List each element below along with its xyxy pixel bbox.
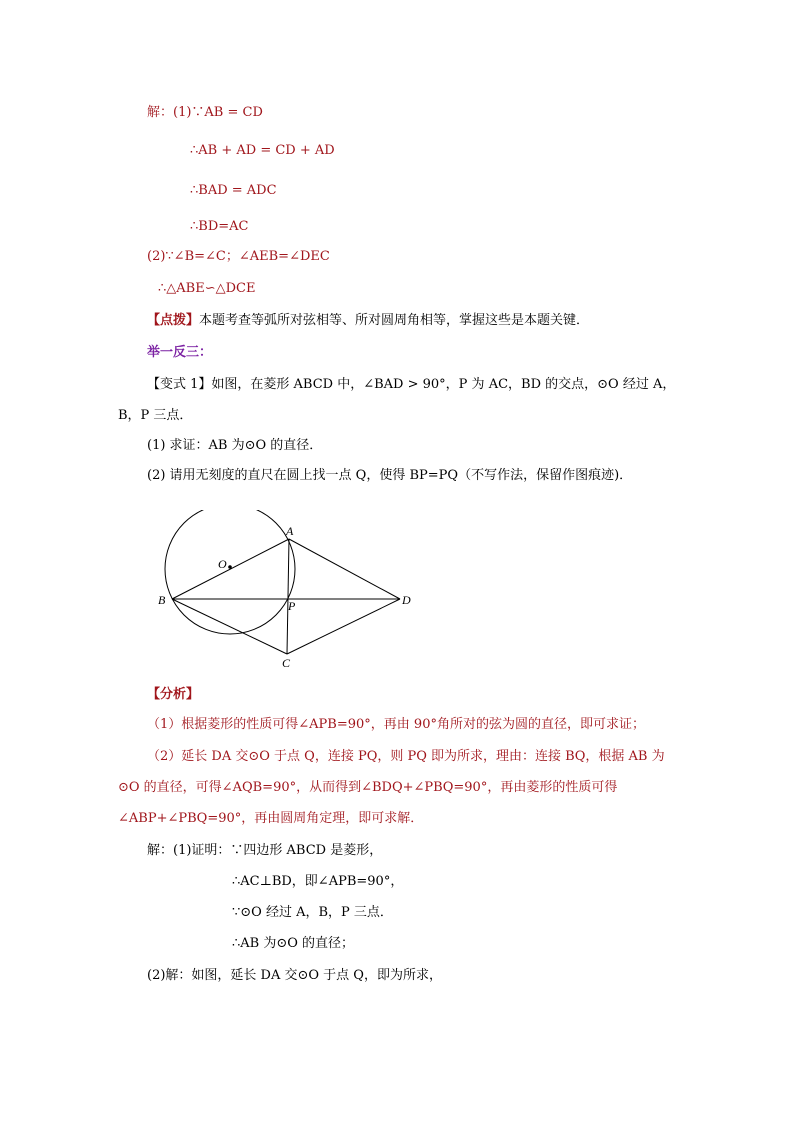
section-title: 举一反三： [147, 345, 213, 360]
analysis-line: ⊙O 的直径，可得∠AQB=90°，从而得到∠BDQ+∠PBQ=90°，再由菱形的性质可得 [118, 780, 618, 795]
solution-line: ∴AB + AD = CD + AD [190, 143, 335, 158]
label-d: D [402, 593, 411, 607]
analysis-line: （2）延长 DA 交⊙O 于点 Q，连接 PQ，则 PQ 即为所求，理由：连接 BQ，根据 AB 为 [147, 749, 665, 764]
label-p: P [288, 599, 296, 613]
solution-line: 解：(1)∵AB = CD [147, 105, 263, 120]
geometry-figure [150, 510, 420, 675]
label-b: B [158, 593, 166, 607]
label-o: O [218, 557, 227, 571]
label-c: C [282, 656, 291, 670]
segment-bc [172, 599, 287, 654]
tip-label: 【点拨】 [147, 313, 200, 328]
question-2: (2) 请用无刻度的直尺在圆上找一点 Q，使得 BP=PQ（不写作法，保留作图痕迹)． [147, 468, 633, 483]
variant-paragraph [147, 376, 675, 394]
segment-ad [289, 539, 400, 599]
segment-ab [172, 539, 289, 599]
solution-line: ∴AC⊥BD，即∠APB=90°， [232, 874, 404, 889]
solution-line: ∴AB 为⊙O 的直径； [232, 936, 355, 951]
solution-line: ∵⊙O 经过 A，B，P 三点． [232, 905, 393, 920]
solution-line: (2)∵∠B=∠C；∠AEB=∠DEC [147, 249, 330, 264]
solution-line: ∴△ABE∽△DCE [158, 281, 256, 296]
analysis-label: 【分析】 [147, 687, 200, 702]
tip-text: 本题考查等弧所对弦相等、所对圆周角相等，掌握这些是本题关键． [199, 313, 590, 328]
tip-paragraph [147, 312, 589, 330]
variant-text: 如图，在菱形 ABCD 中，∠BAD > 90°，P 为 AC，BD 的交点，⊙O 经过 A， [211, 377, 676, 392]
variant-text-cont: B，P 三点． [118, 408, 193, 423]
solution-line: (2)解：如图，延长 DA 交⊙O 于点 Q，即为所求， [147, 968, 442, 983]
segment-cd [287, 599, 400, 654]
circle-o [165, 510, 295, 634]
label-a: A [286, 524, 294, 538]
variant-label: 【变式 1】 [147, 377, 212, 392]
question-1: (1) 求证：AB 为⊙O 的直径． [147, 438, 323, 453]
solution-line: 解：(1)证明：∵四边形 ABCD 是菱形， [147, 843, 383, 858]
analysis-line: ∠ABP+∠PBQ=90°，再由圆周角定理，即可求解． [118, 811, 424, 826]
center-point [228, 565, 232, 569]
solution-line: ∴BD=AC [190, 219, 249, 234]
analysis-line: （1）根据菱形的性质可得∠APB=90°，再由 90°角所对的弦为圆的直径，即可求证； [147, 717, 645, 732]
solution-line: ∴BAD = ADC [190, 183, 277, 198]
